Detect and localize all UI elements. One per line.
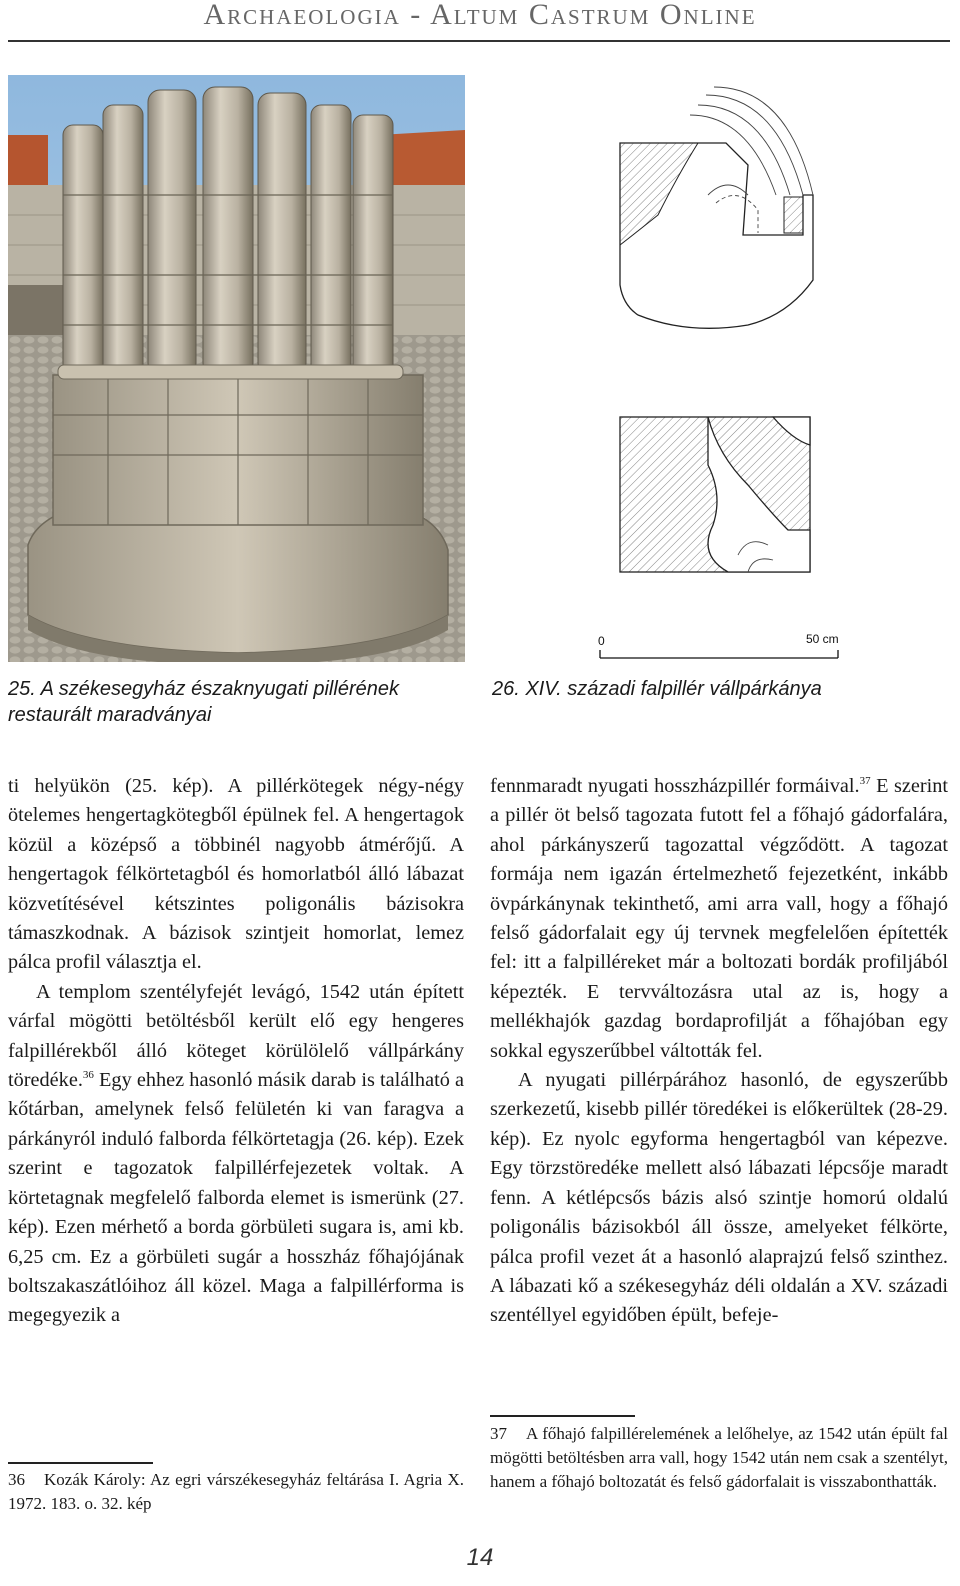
- pillar-photo: [8, 75, 465, 662]
- left-column: [8, 772, 464, 1331]
- scale-start-label: 0: [598, 634, 605, 648]
- footnote-37-number: 37: [490, 1424, 507, 1443]
- figure-25-caption: 25. A székesegyház északnyugati pillérének restaurált maradványai: [8, 678, 399, 726]
- scale-end-label: 50 cm: [806, 632, 839, 646]
- right-column: [490, 772, 948, 1331]
- right-paragraph-1: fennmaradt nyugati hosszházpillér formáival.$^{37}$ E szerint a pillér öt belső tagozata futott fel a főhajó gádorfalára, ahol párkányszerű tagozattal végződött. A tagozat formája nem igazán értelmezhető fejezetként, inkább övpárkánynak tekinthető, ami arra vall, hogy a főhajó felső gádorfalait egy új tervnek megfelelően építették fel: itt a falpilléreket már a boltozati bordák profiljából képezték. E tervváltozásra utal az is, hogy a mellékhajók gazdag bordaprofilját a főhajóban egy sokkal egyszerűbbel váltották fel.: [490, 775, 949, 1062]
- left-paragraph-2: A templom szentélyfejét levágó, 1542 után épített várfal mögötti betöltésből került elő egy hengeres falpillérekből álló köteget körülölelő vállpárkány töredéke.$^{36}$ Egy ehhez hasonló másik darab is található a kőtárban, amelynek felső felületén ki van faragva a párkányról induló falborda félkörtetagja (26. kép). Ezek szerint e tagozatok falpillérfejezetek voltak. A körtetagnak megfelelő falborda elemet is ismerünk (27. kép). Ezen mérhető a borda görbületi sugara is, ami kb. 6,25 cm. Ez a görbületi sugár a hosszház főhajójának boltszakaszátlóihoz áll közel. Maga a falpillérforma is megegyezik a: [8, 980, 464, 1327]
- running-header: Archaeologia - Altum Castrum Online: [203, 0, 757, 31]
- figure-26-caption: 26. XIV. századi falpillér vállpárkánya: [492, 678, 822, 700]
- capital-drawing: [598, 85, 868, 675]
- footnote-36-text: Kozák Károly: Az egri várszékesegyház feltárása I. Agria X. 1972. 183. o. 32. kép: [8, 1470, 464, 1513]
- footnote-37: [490, 1422, 948, 1494]
- page-number: 14: [466, 1544, 494, 1571]
- footnote-rule-right: [490, 1415, 635, 1417]
- footnote-ref-36[interactable]: 36: [82, 1069, 94, 1082]
- footnote-36: [8, 1468, 464, 1516]
- right-paragraph-2: A nyugati pillérpárához hasonló, de egyszerűbb szerkezetű, kisebb pillér töredékei is előkerültek (28-29. kép). Ez nyolc egyforma hengertagból van képezve. Egy törzstöredéke mellett alsó lábazati lépcsője maradt fenn. A kétlépcsős bázis alsó szintje homorú oldalú poligonális bázisokból áll össze, amelyeket félkörte, pálca profil vezet át a hasonló alaprajzú felső szinthez. A lábazati kő a székesegyház déli oldalán a XV. századi szentéllyel egyidőben épült, befeje-: [490, 1069, 948, 1327]
- footnote-ref-37[interactable]: 37: [859, 775, 871, 788]
- footnote-37-text: A főhajó falpillérelemének a lelőhelye, az 1542 után épült fal mögötti betöltésben arra vall, hogy 1542 után nem csak a szentélyt, hanem a főhajó boltozatát és felső gádorfalait is visszabonthatták.: [490, 1424, 948, 1491]
- header-rule: [8, 40, 950, 42]
- footnote-36-number: 36: [8, 1470, 25, 1489]
- left-paragraph-1: ti helyükön (25. kép). A pillérkötegek négy-négy ötelemes hengertagkötegből épülnek fel. A hengertagok közül a középső a többinél nagyobb átmérőjű. A hengertagok félkörtetagból és homorlatból álló lábazat közvetítésével kétszintes poligonális bázisokra támaszkodnak. A bázisok szintjeit homorlat, lemez pálca profil választja el.: [8, 775, 464, 974]
- footnote-rule-left: [8, 1462, 153, 1464]
